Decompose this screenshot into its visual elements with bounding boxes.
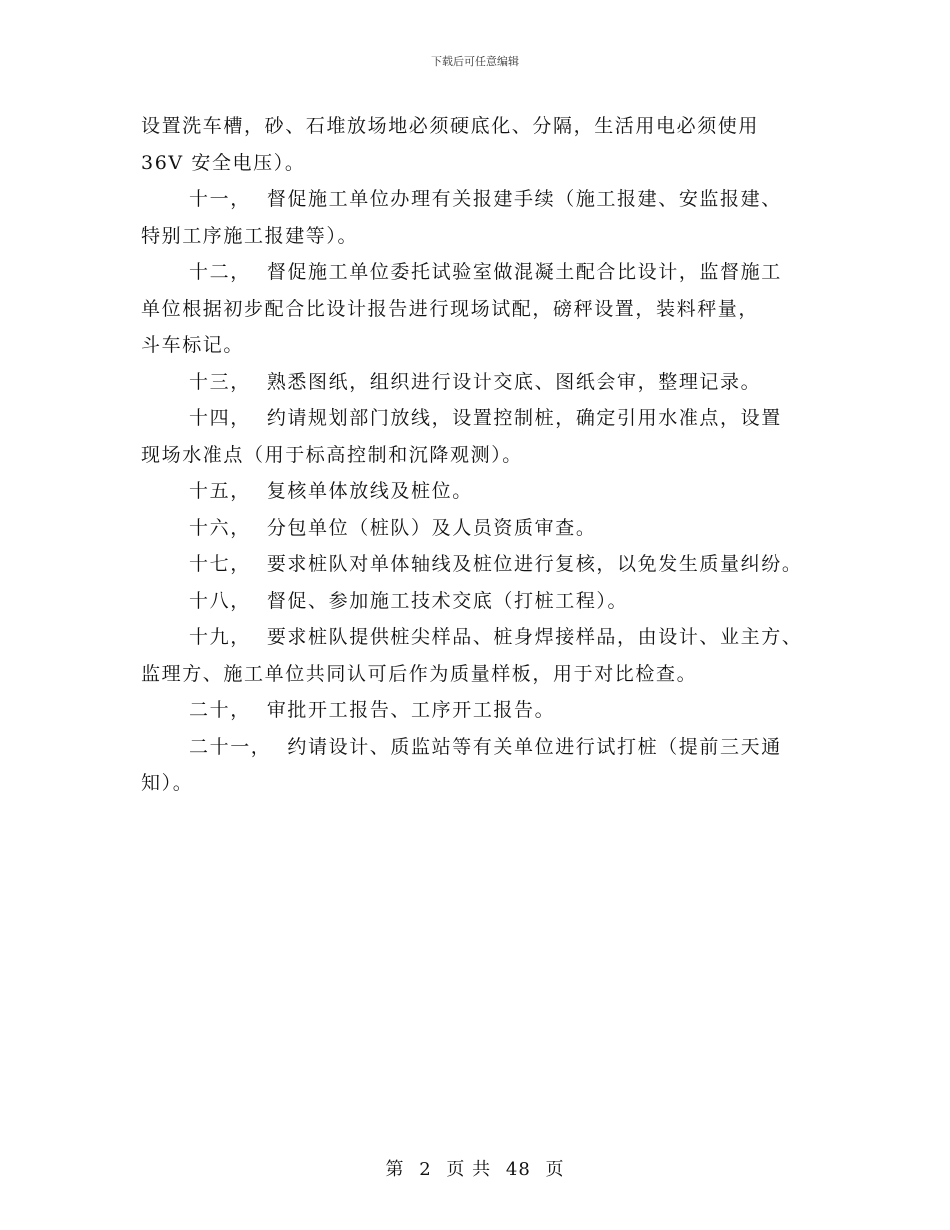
list-item-18 xyxy=(141,583,821,620)
document-body xyxy=(141,108,821,802)
page-label-mid: 页 共 xyxy=(446,1159,492,1180)
page-footer xyxy=(0,1155,950,1181)
list-item-17 xyxy=(141,546,821,583)
text-line: 斗车标记。 xyxy=(141,334,245,356)
page-current: 2 xyxy=(419,1159,432,1180)
text-line: 36V 安全电压）。 xyxy=(141,151,306,174)
item-number: 十三， xyxy=(189,370,251,393)
text-line: 单位根据初步配合比设计报告进行现场试配，磅秤设置，装料秤量， xyxy=(141,297,760,320)
item-text: 约请设计、质监站等有关单位进行试打桩（提前三天通 xyxy=(287,735,782,758)
list-item-13 xyxy=(141,364,821,401)
text-line: 知）。 xyxy=(141,772,194,794)
page-label-prefix: 第 xyxy=(385,1159,405,1180)
text-line: 监理方、施工单位共同认可后作为质量样板，用于对比检查。 xyxy=(141,662,698,685)
list-item-21 xyxy=(141,729,821,766)
item-number: 二十， xyxy=(189,699,251,721)
item-number: 十七， xyxy=(189,553,251,575)
item-text: 督促、参加施工技术交底（打桩工程）。 xyxy=(266,589,629,612)
item-text: 约请规划部门放线，设置控制桩，确定引用水准点，设置 xyxy=(266,407,782,429)
item-number: 十八， xyxy=(189,589,251,612)
page-total: 48 xyxy=(505,1159,531,1180)
item-text: 督促施工单位委托试验室做混凝土配合比设计，监督施工 xyxy=(266,261,782,283)
item-number: 十四， xyxy=(189,407,251,429)
list-item-20 xyxy=(141,692,821,729)
item-text: 要求桩队提供桩尖样品、桩身焊接样品，由设计、业主方、 xyxy=(266,626,803,648)
item-text: 熟悉图纸，组织进行设计交底、图纸会审，整理记录。 xyxy=(266,370,762,393)
list-item-19 xyxy=(141,619,821,656)
item-text: 督促施工单位办理有关报建手续（施工报建、安监报建、 xyxy=(266,188,782,210)
item-text: 复核单体放线及桩位。 xyxy=(266,480,473,502)
item-number: 十九， xyxy=(189,626,251,648)
header-note: 下载后可任意编辑 xyxy=(431,55,519,68)
text-line: 现场水准点（用于标高控制和沉降观测）。 xyxy=(141,443,523,466)
item-text: 审批开工报告、工序开工报告。 xyxy=(266,699,556,721)
list-item-12 xyxy=(141,254,821,291)
text-line: 特别工序施工报建等）。 xyxy=(141,224,359,247)
list-item-11 xyxy=(141,181,821,218)
item-number: 十二， xyxy=(189,261,251,283)
item-number: 十一， xyxy=(189,188,251,210)
item-text: 分包单位（桩队）及人员资质审查。 xyxy=(266,516,597,539)
item-number: 十六， xyxy=(189,516,251,539)
list-item-14 xyxy=(141,400,821,437)
page-label-suffix: 页 xyxy=(545,1159,565,1180)
item-text: 要求桩队对单体轴线及桩位进行复核，以免发生质量纠纷。 xyxy=(266,553,803,575)
text-line: 设置洗车槽，砂、石堆放场地必须硬底化、分隔，生活用电必须使用 xyxy=(141,115,760,137)
list-item-16 xyxy=(141,510,821,547)
item-number: 十五， xyxy=(189,480,251,502)
list-item-15 xyxy=(141,473,821,510)
item-number: 二十一， xyxy=(189,735,272,758)
